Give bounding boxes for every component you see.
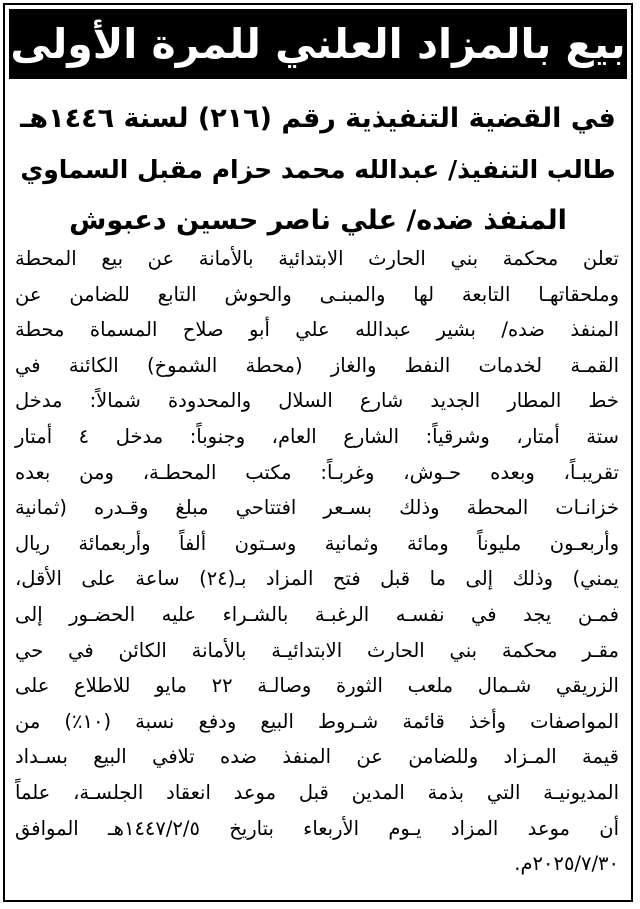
body-line: الزريقي شـمال ملعب الثورة وصالـة ٢٢ مايو للاطلاع على: [15, 674, 619, 698]
body-line: مقـر محكمة بني الحارث الابتدائيـة بالأمانة الكائن في حي: [15, 638, 619, 662]
body-line: وملحقاتهـا التابعة لها والمبنـى والحوش التابع للضامن عن: [15, 282, 619, 306]
body-line: تقريبـاً، وبعده حـوش، وغربـاً: مكتب المحطـة، ومن بعده: [15, 460, 619, 484]
body-line: قيمة المـزاد وللضامن عن المنفذ ضده تلافي البيع بسـداد: [15, 745, 619, 769]
body-line: خزانـات المحطة وذلك بسـعر افتتاحي مبلغ وقـدره (ثمانية: [15, 496, 619, 520]
defendant-heading: المنفذ ضده/ علي ناصر حسين دعبوش: [69, 205, 567, 236]
case-number-heading: في القضية التنفيذية رقم (٢١٦) لسنة ١٤٤٦هـ: [20, 103, 616, 134]
body-line: أن موعد المزاد يـوم الأربعاء بتاريخ ١٤٤٧/٢/٥هـ الموافق: [15, 816, 619, 840]
body-line: المواصفات وأخذ قائمة شـروط البيع ودفع نسبة (١٠٪) من: [15, 709, 619, 733]
body-line: المنفذ ضده/ بشير عبدالله علي أبو صلاح المسماة محطة: [15, 318, 619, 342]
body-line: يمني) وذلك إلى ما قبل فتح المزاد بـ(٢٤) ساعة على الأقل،: [15, 567, 619, 591]
body-line-date: ٢٠٢٥/٧/٣٠م.: [514, 852, 619, 876]
body-line: فمـن يجد في نفسـه الرغبـة بالشـراء عليه الحضـور إلى: [15, 602, 619, 626]
case-headings: [17, 93, 619, 246]
body-line: خط المطار الجديد شارع السلال والمحدودة شمالاً: مدخل: [15, 389, 619, 413]
advertisement-frame: [3, 3, 633, 902]
body-line: المديونيـة التي بذمة المدين قبل موعد انعقاد الجلسـة، علماً: [15, 780, 619, 804]
body-line: ستة أمتار، وشرقياً: الشارع العام، وجنوباً: مدخل ٤ أمتار: [15, 424, 619, 448]
body-line: القمـة لخدمات النفط والغاز (محطة الشموخ) الكائنة في: [15, 353, 619, 377]
plaintiff-heading: طالب التنفيذ/ عبدالله محمد حزام مقبل السماوي: [20, 155, 616, 184]
announcement-body: [15, 241, 619, 882]
banner-title: بيع بالمزاد العلني للمرة الأولى: [9, 9, 627, 79]
body-line: وأربعـون مليوناً ومائة وثمانية وسـتون ألفاً وأربعمائة ريال: [15, 531, 619, 555]
body-line: تعلن محكمة بني الحارث الابتدائية بالأمانة عن بيع المحطة: [15, 247, 619, 270]
